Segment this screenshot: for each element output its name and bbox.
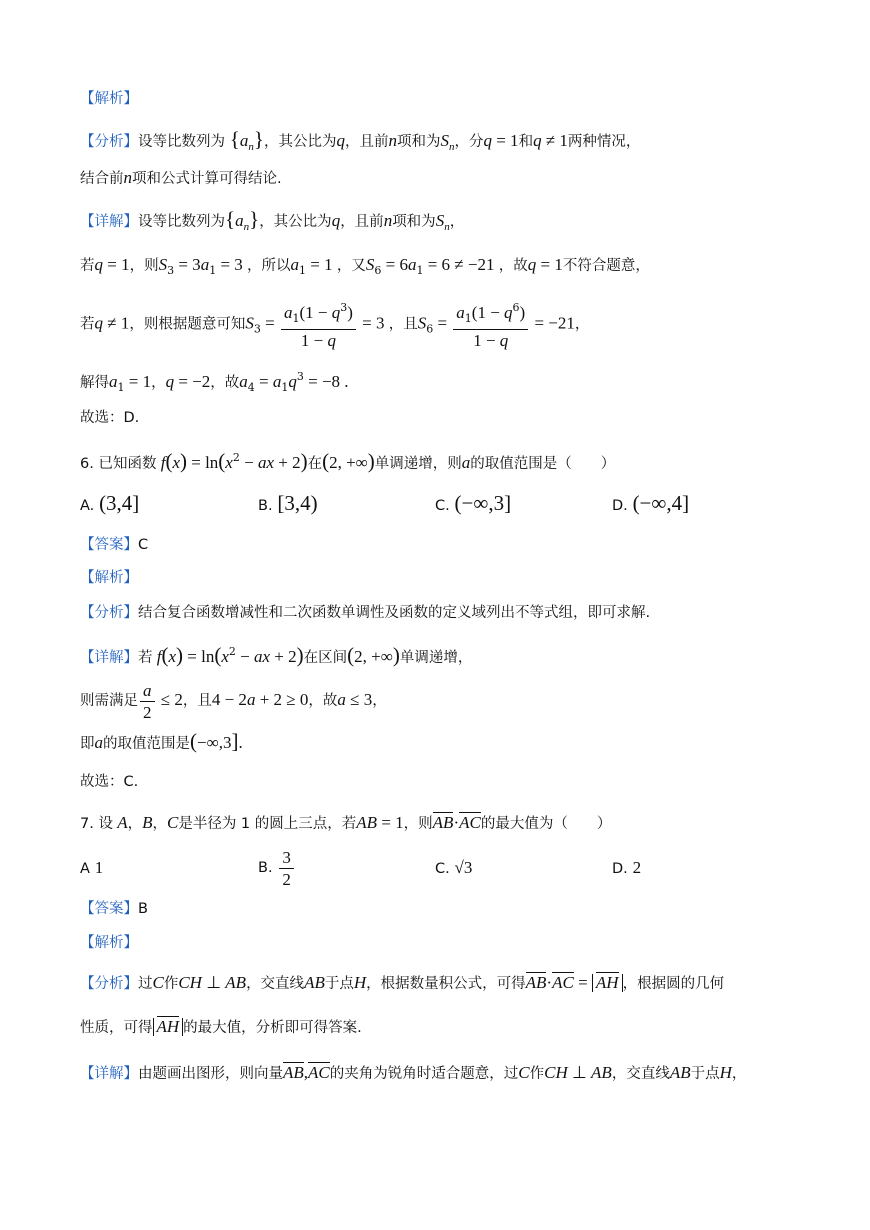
q7-option-b[interactable]: B. $\frac{3}{2}$ bbox=[258, 846, 296, 889]
jiexi-label-q6: 【解析】 bbox=[80, 570, 138, 586]
jiexi-label-q5: 【解析】 bbox=[80, 91, 138, 107]
q6-option-c[interactable]: C. (−∞,3] bbox=[435, 491, 512, 515]
q5-case-q-equals-1: 若q = 1，则$S_3 = 3a_1 = 3$ ，所以$a_1 = 1$ ，又$S_6 = 6a_1 = 6 \ne -21$ ，故q = 1不符合题意， bbox=[80, 255, 650, 277]
q6-analysis: 【分析】结合复合函数增减性和二次函数单调性及函数的定义域列出不等式组，即可求解. bbox=[80, 605, 651, 621]
jiexi-label-q7: 【解析】 bbox=[80, 935, 138, 951]
q6-stem: 6. 已知函数 $f(x) = \ln(x^2$ − ax + 2)在(2, +∞)单调递增，则a的取值范围是（ ） bbox=[80, 449, 616, 473]
q6-option-d[interactable]: D. (−∞,4] bbox=[612, 491, 690, 515]
q5-choice: 故选：D. bbox=[80, 410, 140, 426]
q5-analysis-line1: 【分析】设等比数列为 $\{a_n\}$，其公比为q，且前n项和为$S_n$，分q = 1和q ≠ 1两种情况， bbox=[80, 127, 641, 153]
q5-analysis-line2: 结合前n项和公式计算可得结论. bbox=[80, 168, 282, 187]
q6-option-a[interactable]: A. (3,4] bbox=[80, 491, 140, 515]
q7-analysis-line2: 性质，可得 AH 的最大值，分析即可得答案. bbox=[80, 1017, 362, 1036]
q7-answer: 【答案】B bbox=[80, 901, 148, 917]
q7-option-d[interactable]: D. 2 bbox=[612, 858, 642, 877]
q7-stem: 7. 设 A，B，C是半径为 1 的圆上三点，若AB = 1，则AB·AC的最大值为（ ） bbox=[80, 813, 612, 832]
q7-detail-line1: 【详解】由题画出图形，则向量AB,AC的夹角为锐角时适合题意，过C作CH ⊥ AB，交直线AB于点H， bbox=[80, 1063, 747, 1082]
q7-option-a[interactable]: A 1 bbox=[80, 858, 104, 877]
q6-range: 即a的取值范围是(−∞,3]. bbox=[80, 729, 243, 753]
q7-analysis-line1: 【分析】过C作CH ⊥ AB，交直线AB于点H，根据数量积公式，可得AB·AC = AH ，根据圆的几何 bbox=[80, 973, 725, 992]
q7-option-c[interactable]: C. √3 bbox=[435, 858, 473, 877]
q6-option-b[interactable]: B. [3,4) bbox=[258, 491, 318, 515]
q5-detail-line1: 【详解】设等比数列为$\{a_n\}$，其公比为q，且前n项和为$S_n$， bbox=[80, 207, 465, 233]
q6-detail-line1: 【详解】若 $f(x) = \ln(x^2$ − ax + 2)在区间(2, +∞)单调递增， bbox=[80, 643, 473, 667]
q6-answer: 【答案】C bbox=[80, 537, 149, 553]
q6-choice: 故选：C. bbox=[80, 774, 139, 790]
q6-detail-condition: 则需满足 $\frac{a}{2}$ ≤ 2，且4 − 2a + 2 ≥ 0，故a ≤ 3， bbox=[80, 680, 387, 722]
q5-solution: 解得$a_1 = 1$，q = −2，故$a_4 = a_1q^3 = -8$ . bbox=[80, 370, 349, 394]
q5-case-q-not-1: 若q ≠ 1，则根据题意可知$S_3$ = $\frac{a_1(1 - q^3)}{1 - q}$ = 3 ，且$S_6$ = $\frac{a_1(1 - q^6)}{1 - q}$ = −21， bbox=[80, 298, 589, 352]
